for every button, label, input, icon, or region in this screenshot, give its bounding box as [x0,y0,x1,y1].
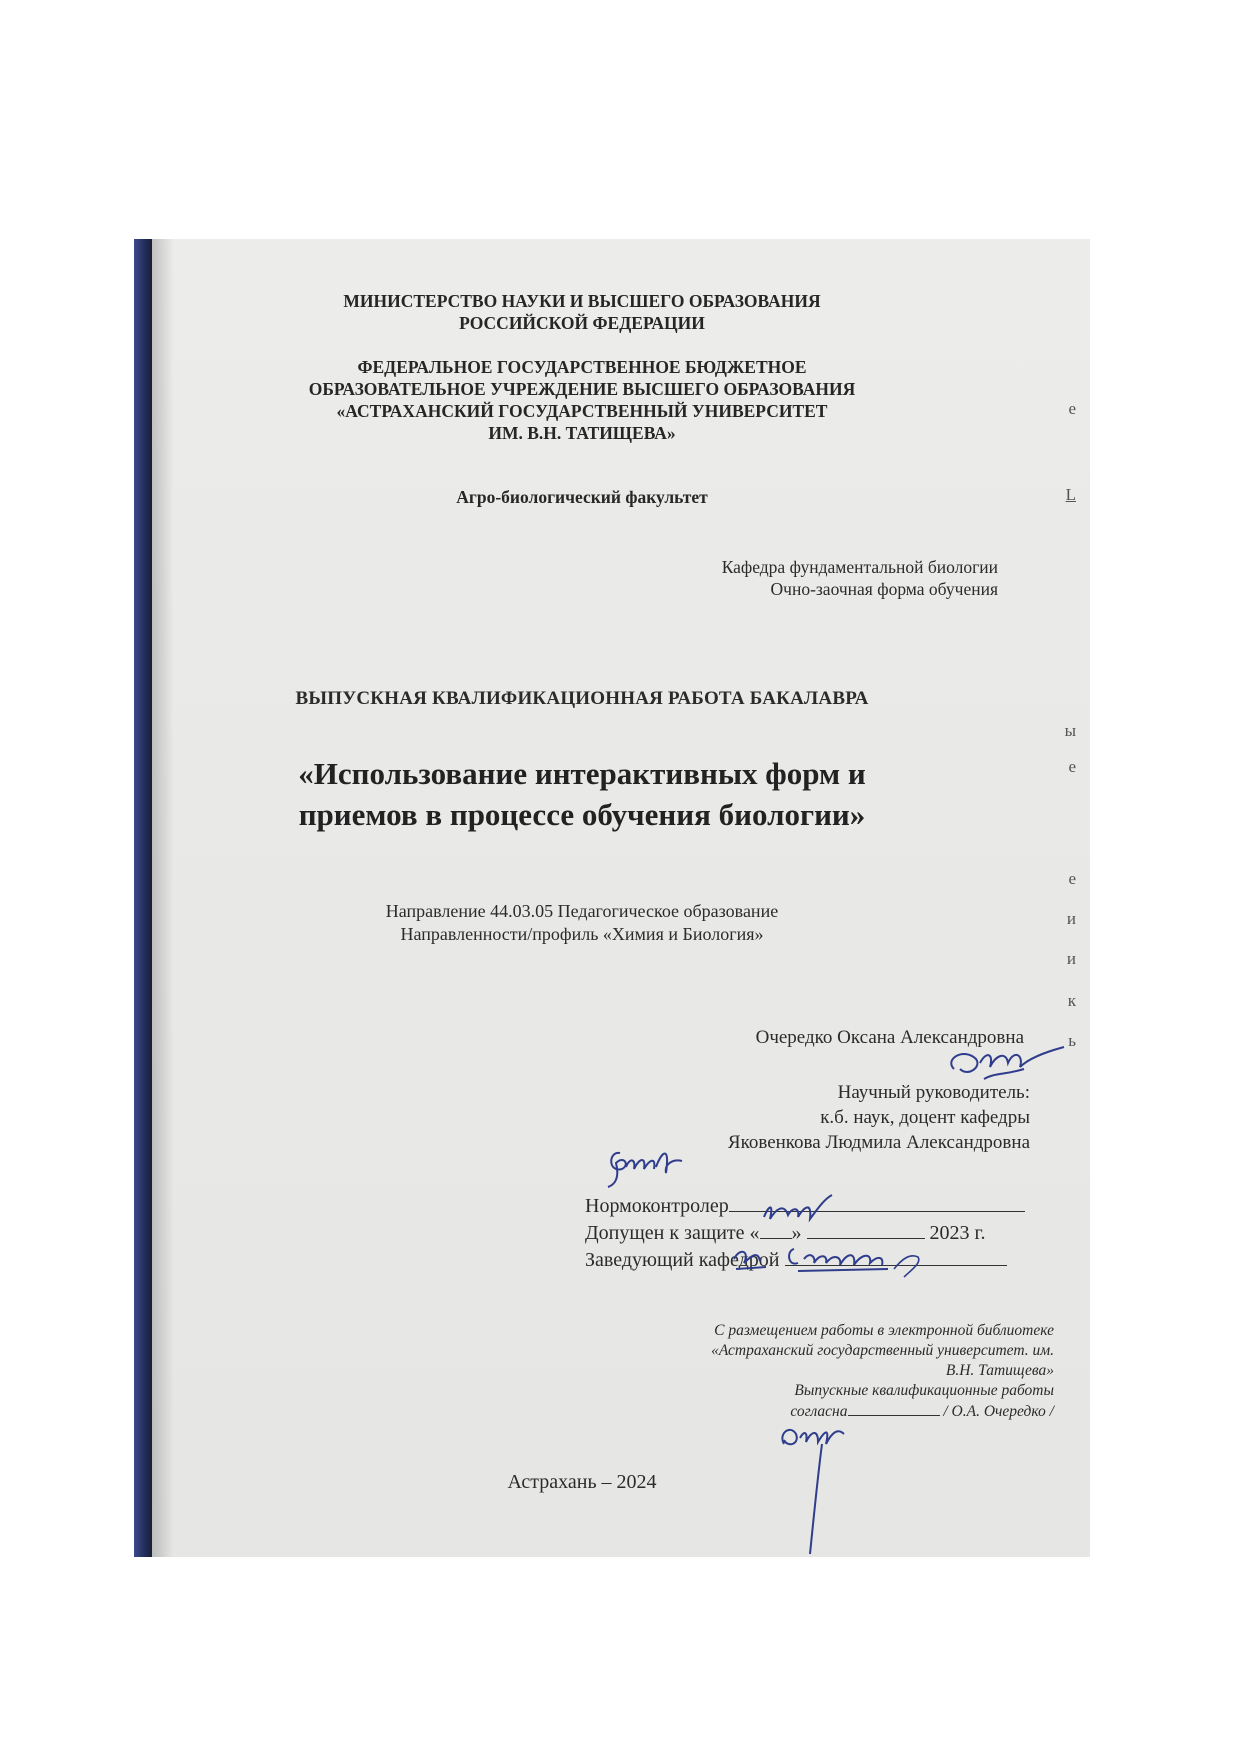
university-line: ФЕДЕРАЛЬНОЕ ГОСУДАРСТВЕННОЕ БЮДЖЕТНОЕ [357,357,807,377]
scanned-page-photo [134,239,1090,1557]
university-line: «АСТРАХАНСКИЙ ГОСУДАРСТВЕННЫЙ УНИВЕРСИТЕТ [336,401,828,421]
department-chair: Кафедра фундаментальной биологии [721,557,998,577]
bleed-char: и [1066,949,1076,968]
faculty: Агро-биологический факультет [456,487,708,507]
supervisor-signature [600,1133,690,1193]
normcontrol-label: Нормоконтролер [585,1195,729,1217]
study-form: Очно-заочная форма обучения [770,579,998,599]
consent-label: согласна [790,1403,848,1420]
direction-line: Направление 44.03.05 Педагогическое образование [385,901,779,921]
bleed-char: е [1068,869,1076,888]
title-line: «Использование интерактивных форм и [298,756,866,791]
library-consent [134,1321,1054,1422]
bleed-char: L [1065,485,1076,504]
study-direction [134,900,1060,946]
admitted-year: 2023 г. [929,1222,986,1244]
supervisor-label: Научный руководитель: [837,1082,1030,1103]
university-line: ИМ. В.Н. ТАТИЩЕВА» [488,423,676,443]
consent-signature [774,1404,894,1557]
bleed-char: е [1068,399,1076,418]
admitted-quote: » [791,1222,802,1244]
consent-line: Выпускные квалификационные работы [794,1382,1054,1399]
university-header [134,356,1060,444]
head-label: Заведующий кафедрой [585,1249,780,1271]
author-name: Очередко Оксана Александровна [755,1027,1024,1048]
bleed-char: ь [1068,1031,1076,1050]
work-type: ВЫПУСКНАЯ КВАЛИФИКАЦИОННАЯ РАБОТА БАКАЛАВРА [295,688,869,709]
admitted-label: Допущен к защите « [585,1222,760,1244]
consent-line: «Астраханский государственный университет. им. [711,1342,1054,1359]
supervisor-block [134,1080,1030,1155]
department-block [134,556,998,600]
bleed-char: ы [1064,721,1076,740]
supervisor-name: Яковенкова Людмила Александровна [727,1132,1030,1153]
ministry-line: МИНИСТЕРСТВО НАУКИ И ВЫСШЕГО ОБРАЗОВАНИЯ [343,291,821,311]
consent-name: / О.А. Очередко / [943,1403,1054,1420]
bleed-char: е [1068,757,1076,776]
city-year: Астрахань – 2024 [507,1471,657,1493]
consent-line: С размещением работы в электронной библиотеке [714,1322,1054,1339]
bleed-char: к [1067,991,1076,1010]
thesis-title [134,753,1060,835]
university-line: ОБРАЗОВАТЕЛЬНОЕ УЧРЕЖДЕНИЕ ВЫСШЕГО ОБРАЗОВАНИЯ [308,379,856,399]
ministry-header [134,290,1060,334]
consent-sign-row [134,1401,1054,1422]
bleed-char: и [1066,909,1076,928]
normcontrol-signature [754,1189,844,1229]
ministry-line: РОССИЙСКОЙ ФЕДЕРАЦИИ [459,313,705,333]
title-line: приемов в процессе обучения биологии» [298,797,866,832]
consent-line: В.Н. Татищева» [945,1362,1054,1379]
author-signature [924,1029,1090,1109]
direction-line: Направленности/профиль «Химия и Биология» [400,924,764,944]
admission-date-handwriting [724,1229,954,1289]
supervisor-position: к.б. наук, доцент кафедры [820,1107,1030,1128]
